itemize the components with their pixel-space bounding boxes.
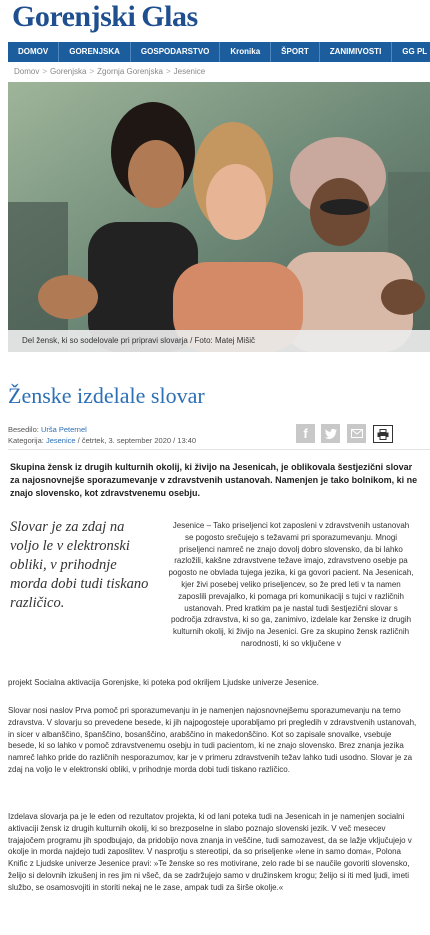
nav-item-kronika[interactable]: Kronika <box>220 42 271 62</box>
breadcrumb-separator: > <box>89 67 95 76</box>
breadcrumb <box>14 67 205 76</box>
nav-item-zanimivosti[interactable]: ZANIMIVOSTI <box>320 42 393 62</box>
facebook-icon: f <box>303 426 308 441</box>
nav-item-gg-plus[interactable]: GG PL <box>392 42 430 62</box>
article-meta <box>8 424 196 446</box>
site-logo[interactable] <box>12 0 198 38</box>
photo-caption: Del žensk, ki so sodelovale pri pripravi slovarja / Foto: Matej Mišič <box>8 330 430 352</box>
print-button[interactable] <box>373 425 393 443</box>
meta-divider <box>8 449 430 450</box>
facebook-share-button[interactable] <box>296 424 315 443</box>
article-paragraph-2: Slovar nosi naslov Prva pomoč pri sporazumevanju in je namenjen najosnovnejšemu sporazumevanju na temo zdravstva. V slovarju so prevedene besede, ki jih najpogosteje uporabljamo pri pregledih v zdravstvenih ustanovah, in sicer v albanščino, španščino, bosanščino, arabščino in makedonščino. Kot so zapisale snovalke, vsebuje besede, ki so lahko v pomoč zdravstvenemu osebju in tudi pacientom, ki ne znajo slovensko. Brez znanja jezika namreč lahko pride do različnih nesporazumov, kar je v primeru zdravstvenih težav lahko tudi usodno. Slovar je za zdaj na voljo le v elektronski obliki, v prihodnje morda dobi tudi tiskano različico. <box>8 706 417 774</box>
mail-icon <box>351 429 363 438</box>
logo-part-gorenjski: Gorenjski <box>12 0 136 33</box>
logo-part-glas: Glas <box>141 0 198 33</box>
pull-quote: Slovar je za zdaj na voljo le v elektronski obliki, v prihodnje morda dobi tudi tiskano različico. <box>10 519 149 611</box>
breadcrumb-item-zgornja-gorenjska[interactable]: Zgornja Gorenjska <box>97 67 163 76</box>
nav-item-domov[interactable]: DOMOV <box>8 42 59 62</box>
print-icon <box>377 429 389 440</box>
author-line <box>8 424 196 435</box>
twitter-icon <box>325 429 337 439</box>
article-paragraph-1-continued: projekt Socialna aktivacija Gorenjske, ki poteka pod okriljem Ljudske univerze Jesenice. <box>8 678 319 687</box>
author-label: Besedilo: <box>8 425 39 434</box>
category-label: Kategorija: <box>8 436 44 445</box>
nav-item-gospodarstvo[interactable]: GOSPODARSTVO <box>131 42 220 62</box>
article-title: Ženske izdelale slovar <box>8 383 205 408</box>
category-line <box>8 435 196 446</box>
article-paragraph-1: Jesenice – Tako priseljenci kot zaposleni v zdravstvenih ustanovah se pogosto srečujejo s težavami pri sporazumevanju. Mnogi priseljenci namreč ne znajo dovolj dobro slovensko, da bi lahko razložili, kakšne zdravstvene težave imajo, zdravstveno osebje pa pogosto ne obvlada tujega jezika, ki ga govori pacient. Na Jesenicah, kjer živi posebej veliko priseljencev, so že pred leti v ta namen zaposlili prevajalko, ki pomaga pri komunikaciji s tujci v različnih ustanovah. Pred kratkim pa je nastal tudi šestjezični slovar s področja zdravstva, ki so ga, zanimivo, izdelale kar ženske iz drugih kulturnih okolij, ki živijo na Jesenici. Gre za skupino žensk različnih narodnosti, ki so vključene v <box>168 521 414 648</box>
photo-illustration <box>8 82 430 352</box>
breadcrumb-item-jesenice[interactable]: Jesenice <box>173 67 206 76</box>
main-nav <box>8 42 430 62</box>
author-link[interactable]: Urša Peternel <box>40 425 87 434</box>
breadcrumb-separator: > <box>42 67 48 76</box>
article-photo <box>8 82 430 352</box>
nav-item-gorenjska[interactable]: GORENJSKA <box>59 42 131 62</box>
breadcrumb-item-domov[interactable]: Domov <box>14 67 40 76</box>
article-date: / četrtek, 3. september 2020 / 13:40 <box>77 436 197 445</box>
mail-share-button[interactable] <box>347 424 366 443</box>
article-paragraph-3: Izdelava slovarja pa je le eden od rezultatov projekta, ki od lani poteka tudi na Jesenicah in je namenjen socialni aktivaciji žensk iz drugih kulturnih okolij, ki so brezposelne in slabo poznajo slovenski jezik. V več mesecev trajajočem programu jih spodbujajo, da pridobijo nova znanja in veščine, tudi samozavest, da se lažje vključujejo v okolje in morda najdejo tudi zaposlitev. V nasprotju s stereotipi, da so priseljenke »lene in samo doma«, Polona Knific z Ljudske univerze Jesenice pravi: »Te ženske so res motivirane, zelo rade bi se naučile govoriti slovensko, želijo si delovnih izkušenj in res jim ni všeč, da se zadržujejo samo v družinskem krogu; želijo si iti med ljudi, imeti službo, se osamosvojiti in storiti nekaj ne le zase, ampak tudi za širše okolje.« <box>8 812 412 892</box>
breadcrumb-item-gorenjska[interactable]: Gorenjska <box>50 67 87 76</box>
nav-item-sport[interactable]: ŠPORT <box>271 42 320 62</box>
category-link[interactable]: Jesenice <box>45 436 76 445</box>
twitter-share-button[interactable] <box>321 424 340 443</box>
article-lead: Skupina žensk iz drugih kulturnih okolij, ki živijo na Jesenicah, je oblikovala šestjezični slovar za najosnovnejše sporazumevanje v zdravstvenih ustanovah. Namenjen je tako bolnikom, ki ne znajo slovensko, kot zdravstvenemu osebju. <box>10 462 418 498</box>
breadcrumb-separator: > <box>165 67 171 76</box>
